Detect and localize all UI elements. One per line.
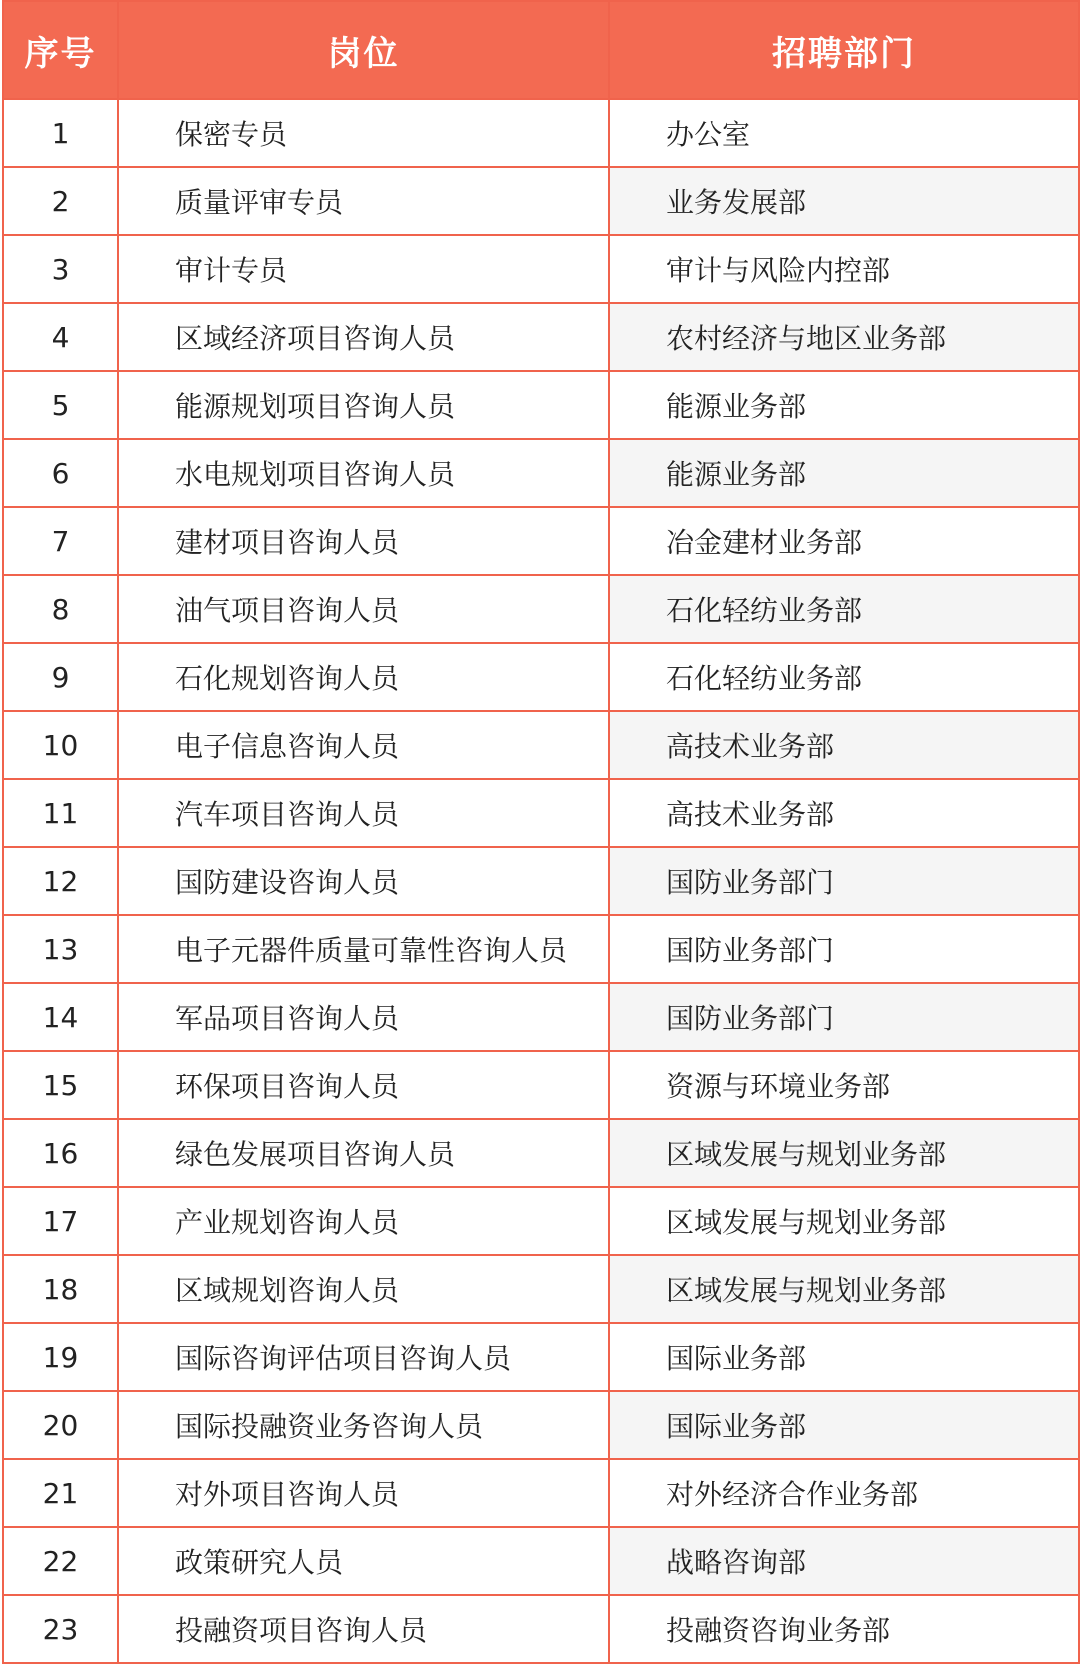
row-index-cell: 6 [3, 439, 118, 507]
table-row [3, 235, 1079, 303]
row-position-cell: 区域经济项目咨询人员 [118, 303, 609, 371]
row-department-cell: 区域发展与规划业务部 [609, 1119, 1079, 1187]
row-index-cell: 1 [3, 99, 118, 167]
row-index-cell: 7 [3, 507, 118, 575]
table-row [3, 1595, 1079, 1663]
row-index-cell: 16 [3, 1119, 118, 1187]
row-department-cell: 能源业务部 [609, 371, 1079, 439]
row-index-cell: 3 [3, 235, 118, 303]
row-position-cell: 电子元器件质量可靠性咨询人员 [118, 915, 609, 983]
row-department-cell: 投融资咨询业务部 [609, 1595, 1079, 1663]
table-row [3, 983, 1079, 1051]
table-row [3, 915, 1079, 983]
row-department-cell: 区域发展与规划业务部 [609, 1187, 1079, 1255]
table-row [3, 1527, 1079, 1595]
table-row [3, 1255, 1079, 1323]
row-department-cell: 石化轻纺业务部 [609, 643, 1079, 711]
row-department-cell: 国防业务部门 [609, 915, 1079, 983]
table-row [3, 507, 1079, 575]
row-department-cell: 业务发展部 [609, 167, 1079, 235]
row-department-cell: 高技术业务部 [609, 711, 1079, 779]
row-position-cell: 国际投融资业务咨询人员 [118, 1391, 609, 1459]
table-row [3, 779, 1079, 847]
row-department-cell: 国防业务部门 [609, 847, 1079, 915]
table-row [3, 1459, 1079, 1527]
row-position-cell: 政策研究人员 [118, 1527, 609, 1595]
table-row [3, 303, 1079, 371]
table-row [3, 643, 1079, 711]
row-index-cell: 14 [3, 983, 118, 1051]
row-department-cell: 办公室 [609, 99, 1079, 167]
row-index-cell: 11 [3, 779, 118, 847]
row-position-cell: 绿色发展项目咨询人员 [118, 1119, 609, 1187]
row-index-cell: 19 [3, 1323, 118, 1391]
row-department-cell: 能源业务部 [609, 439, 1079, 507]
table-header-row [3, 1, 1079, 99]
table-row [3, 99, 1079, 167]
row-index-cell: 22 [3, 1527, 118, 1595]
row-index-cell: 10 [3, 711, 118, 779]
table-row [3, 847, 1079, 915]
row-index-cell: 5 [3, 371, 118, 439]
table-row [3, 371, 1079, 439]
row-position-cell: 电子信息咨询人员 [118, 711, 609, 779]
row-index-cell: 18 [3, 1255, 118, 1323]
row-index-cell: 9 [3, 643, 118, 711]
table-body [3, 99, 1079, 1663]
row-position-cell: 审计专员 [118, 235, 609, 303]
row-department-cell: 国际业务部 [609, 1391, 1079, 1459]
row-department-cell: 石化轻纺业务部 [609, 575, 1079, 643]
table-row [3, 711, 1079, 779]
row-department-cell: 资源与环境业务部 [609, 1051, 1079, 1119]
table-row [3, 1323, 1079, 1391]
row-position-cell: 国防建设咨询人员 [118, 847, 609, 915]
row-department-cell: 审计与风险内控部 [609, 235, 1079, 303]
row-position-cell: 国际咨询评估项目咨询人员 [118, 1323, 609, 1391]
row-index-cell: 4 [3, 303, 118, 371]
header-index: 序号 [3, 1, 118, 99]
row-index-cell: 23 [3, 1595, 118, 1663]
table-row [3, 167, 1079, 235]
row-position-cell: 油气项目咨询人员 [118, 575, 609, 643]
header-position: 岗位 [118, 1, 609, 99]
header-department: 招聘部门 [609, 1, 1079, 99]
row-position-cell: 保密专员 [118, 99, 609, 167]
row-position-cell: 质量评审专员 [118, 167, 609, 235]
row-index-cell: 13 [3, 915, 118, 983]
row-index-cell: 8 [3, 575, 118, 643]
table-row [3, 1051, 1079, 1119]
row-position-cell: 能源规划项目咨询人员 [118, 371, 609, 439]
row-index-cell: 17 [3, 1187, 118, 1255]
row-index-cell: 12 [3, 847, 118, 915]
row-position-cell: 石化规划咨询人员 [118, 643, 609, 711]
row-index-cell: 15 [3, 1051, 118, 1119]
row-department-cell: 国际业务部 [609, 1323, 1079, 1391]
row-index-cell: 2 [3, 167, 118, 235]
row-department-cell: 战略咨询部 [609, 1527, 1079, 1595]
row-position-cell: 汽车项目咨询人员 [118, 779, 609, 847]
row-index-cell: 20 [3, 1391, 118, 1459]
row-department-cell: 农村经济与地区业务部 [609, 303, 1079, 371]
table-row [3, 575, 1079, 643]
row-department-cell: 高技术业务部 [609, 779, 1079, 847]
row-position-cell: 产业规划咨询人员 [118, 1187, 609, 1255]
row-position-cell: 军品项目咨询人员 [118, 983, 609, 1051]
row-position-cell: 建材项目咨询人员 [118, 507, 609, 575]
row-position-cell: 对外项目咨询人员 [118, 1459, 609, 1527]
row-position-cell: 区域规划咨询人员 [118, 1255, 609, 1323]
recruitment-table [2, 0, 1080, 1664]
row-department-cell: 冶金建材业务部 [609, 507, 1079, 575]
row-position-cell: 水电规划项目咨询人员 [118, 439, 609, 507]
table-row [3, 1119, 1079, 1187]
row-index-cell: 21 [3, 1459, 118, 1527]
row-position-cell: 投融资项目咨询人员 [118, 1595, 609, 1663]
row-department-cell: 区域发展与规划业务部 [609, 1255, 1079, 1323]
table-row [3, 439, 1079, 507]
row-department-cell: 国防业务部门 [609, 983, 1079, 1051]
row-department-cell: 对外经济合作业务部 [609, 1459, 1079, 1527]
row-position-cell: 环保项目咨询人员 [118, 1051, 609, 1119]
table-row [3, 1187, 1079, 1255]
table-row [3, 1391, 1079, 1459]
